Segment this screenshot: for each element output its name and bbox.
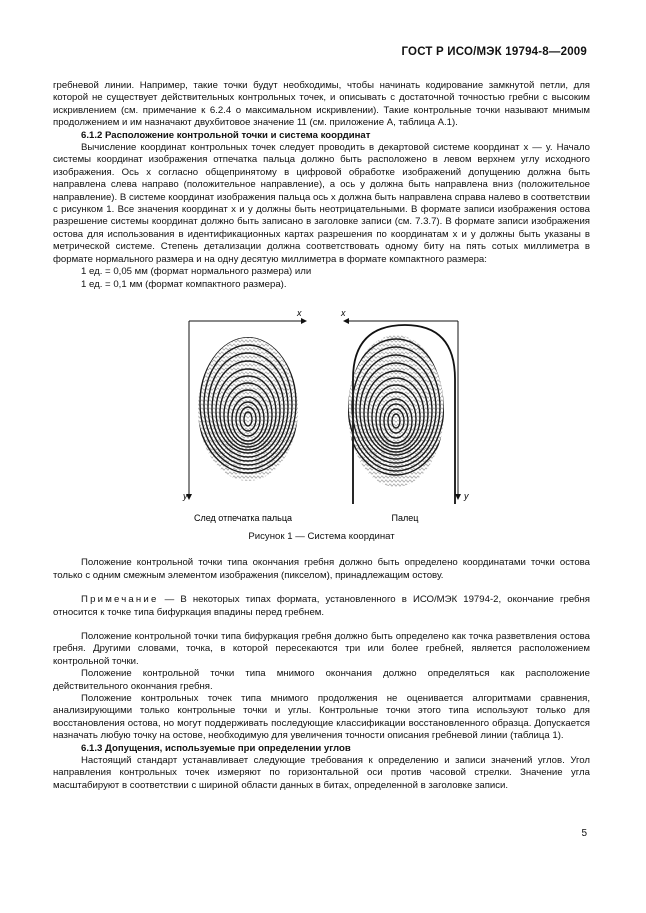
figure-1-drawing bbox=[53, 299, 590, 523]
axis-x-label-right: x bbox=[341, 307, 346, 318]
paragraph-virtual-ending: Положение контрольной точки типа мнимого окончания должно определяться как расположение действительного окончания гребня. bbox=[53, 668, 590, 692]
figure-1 bbox=[53, 299, 590, 523]
page-content bbox=[53, 80, 590, 792]
section-heading-6-1-3: 6.1.3 Допущения, используемые при определении углов bbox=[81, 742, 351, 754]
label-fingerprint-trace: След отпечатка пальца bbox=[193, 512, 293, 523]
paragraph-bifurcation: Положение контрольной точки типа бифуркация гребня должно быть определено как точка разветвления остова гребня. Другими словами, точка, в которой пересекаются три или более гребней, является расположением контрольной точки. bbox=[53, 630, 590, 667]
paragraph-angles: Настоящий стандарт устанавливает следующие требования к определению и записи значений углов. Угол направления контрольных точек измеряют по горизонтальной оси против часовой стрелки. Значение угла масштабируют в соответствии с шириной области данных в битах, определенной в заголовке записи. bbox=[53, 755, 590, 791]
paragraph-virtual-continuation: Положение контрольных точек типа мнимого продолжения не оценивается алгоритмами сравнения, анализирующими только контрольные точки и углы. Контрольные точки этого типа используют только для восстановления остова, но могут поддерживать последующие классификации восстановленного образца. Допускается назначать любую точку на остове, необходимую для увеличения точности описания гребневой линии (таблица 1). bbox=[53, 692, 590, 742]
finger-image bbox=[343, 318, 461, 504]
axis-y-label-right: y bbox=[464, 490, 469, 501]
note-label: Примечание bbox=[81, 594, 159, 606]
section-heading-6-1-2: 6.1.2 Расположение контрольной точки и система координат bbox=[81, 129, 371, 141]
note-text: — В некоторых типах формата, установленного в ИСО/МЭК 19794-2, окончание гребня относится к точке типа бифуркация впадины перед гребнем. bbox=[53, 594, 590, 618]
unit-compact-size: 1 ед. = 0,1 мм (формат компактного размера). bbox=[81, 278, 287, 290]
paragraph-coordinates: Вычисление координат контрольных точек следует проводить в декартовой системе координат x — y. Начало системы координат изображения отпечатка пальца должно быть расположено в левом верхнем углу исходного изображения. Ось x согласно общепринятому в цифровой обработке изображений допущению должна быть направлена слева направо (положительное направление), а ось y должна быть направлена вниз (положительное направление). В системе координат изображения пальца ось x должна быть направлена справа налево в соответствии с рисунком 1. Все значения координат x и y должны быть неотрицательными. В формате записи изображения остова разрешение системы координат должно быть записано в заголовке записи (см. 7.3.7). В формате записи изображения остова для использования в идентификационных картах разрешения по координатам x и y должны быть указаны в метрической системе. Степень детализации должна соответствовать одному биту на пять сотых миллиметра в формате нормального размера и на одну десятую миллиметра в формате компактного размера: bbox=[53, 142, 590, 265]
fingerprint-trace-image bbox=[186, 318, 307, 500]
label-finger: Палец bbox=[391, 512, 419, 523]
axis-x-label-left: x bbox=[297, 307, 302, 318]
document-header: ГОСТ Р ИСО/МЭК 19794-8—2009 bbox=[401, 46, 587, 58]
page-number: 5 bbox=[581, 828, 587, 839]
paragraph-ridge-ending: Положение контрольной точки типа окончания гребня должно быть определено координатами точки остова только с одним смежным элементом изображения (пикселом), принадлежащим остову. bbox=[53, 557, 590, 581]
note bbox=[53, 594, 590, 619]
figure-caption: Рисунок 1 — Система координат bbox=[248, 530, 395, 542]
axis-y-label-left: y bbox=[183, 490, 188, 501]
unit-normal-size: 1 ед. = 0,05 мм (формат нормального размера) или bbox=[81, 266, 312, 278]
paragraph-continuation: гребневой линии. Например, такие точки будут необходимы, чтобы начинать кодирование замкнутой петли, для которой не существует действительных контрольных точек, и описывать с достаточной точностью гребни с высоким искривлением (см. примечание к 6.2.4 о максимальном искривлении). Такие контрольные точки называют мнимым продолжением и им назначают двухбитовое значение 11 (см. приложение А, таблица А.1). bbox=[53, 80, 590, 129]
